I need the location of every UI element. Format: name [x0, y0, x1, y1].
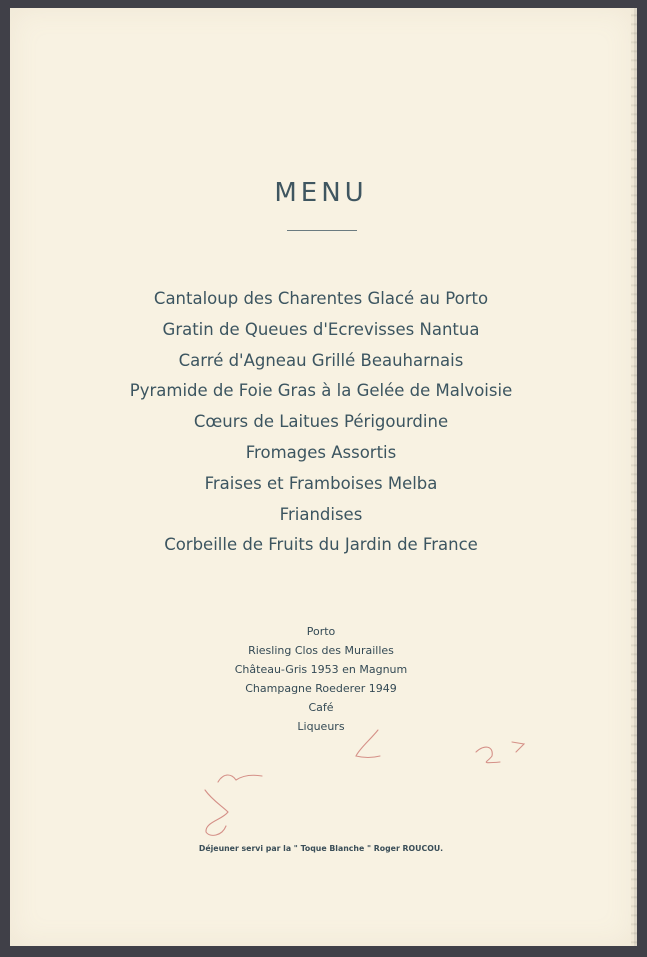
- pencil-scribble-signature: [218, 775, 262, 782]
- wine-item: Château-Gris 1953 en Magnum: [234, 663, 408, 676]
- pencil-scribble-left: [205, 790, 228, 835]
- footer-note: Déjeuner servi par la " Toque Blanche " Roger ROUCOU.: [198, 844, 444, 853]
- wine-item: Porto: [306, 625, 336, 638]
- pencil-arrow: [512, 742, 524, 752]
- menu-title: MENU: [274, 178, 368, 208]
- course-item: Gratin de Queues d'Ecrevisses Nantua: [162, 319, 480, 339]
- course-item: Carré d'Agneau Grillé Beauharnais: [178, 350, 464, 370]
- course-item: Cœurs de Laitues Périgourdine: [193, 412, 449, 432]
- course-item: Friandises: [279, 504, 363, 524]
- pencil-mark-center: [356, 730, 380, 758]
- wine-item: Champagne Roederer 1949: [245, 682, 397, 695]
- pencil-mark-right: [476, 747, 500, 763]
- course-item: Fromages Assortis: [245, 442, 397, 462]
- course-item: Corbeille de Fruits du Jardin de France: [164, 535, 478, 555]
- wine-item: Liqueurs: [297, 720, 345, 733]
- course-item: Pyramide de Foie Gras à la Gelée de Malvoisie: [129, 381, 513, 401]
- course-item: Cantaloup des Charentes Glacé au Porto: [153, 289, 489, 308]
- wine-item: Café: [308, 701, 334, 714]
- course-item: Fraises et Framboises Melba: [204, 473, 438, 493]
- wine-item: Riesling Clos des Murailles: [248, 644, 394, 657]
